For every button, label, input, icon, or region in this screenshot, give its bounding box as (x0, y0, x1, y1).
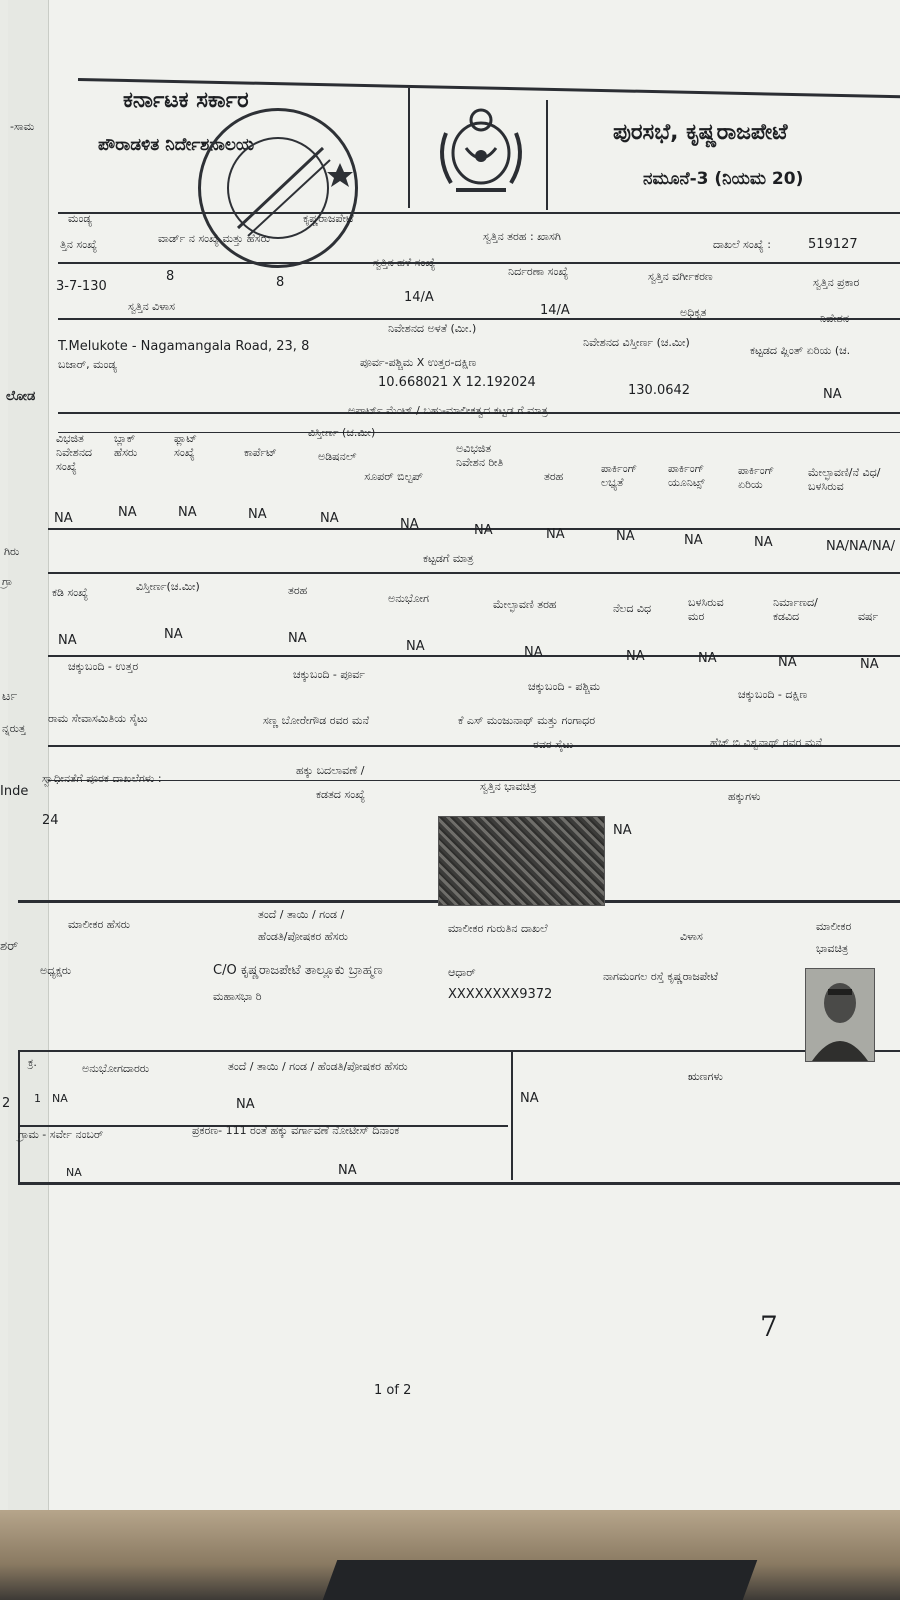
undivided-share-header: ಅವಿಭಜಿತ ನಿವೇಶನ ರೀತಿ (456, 442, 504, 469)
plinth-area-value: NA (823, 387, 842, 402)
loans-label: ಋಣಗಳು (688, 1070, 723, 1083)
additional-area-header: ಅಡಿಷನಲ್ (318, 450, 357, 463)
notice-date-value: NA (338, 1163, 357, 1178)
ward-number: 8 (166, 269, 175, 284)
floor-type-header: ನೆಲದ ವಿಧ (613, 602, 652, 615)
apartment-value: NA (54, 511, 73, 526)
flat-number-header: ಫ್ಲಾಟ್ ಸಂಖ್ಯೆ (174, 432, 198, 459)
margin-fragment: ಗ್ರಾ (2, 575, 13, 588)
undivided-site-header: ವಿಭಜಿತ ನಿವೇಶನದ ಸಂಖ್ಯೆ (56, 432, 93, 473)
margin-fragment: ಶರ್ (0, 939, 19, 954)
property-number-label: ತ್ತಿನ ಸಂಖ್ಯೆ (60, 238, 98, 251)
building-value: NA (860, 657, 879, 672)
year-header: ವರ್ಷ (858, 610, 879, 623)
building-value: NA (626, 649, 645, 664)
site-dimension-label: ನಿವೇಶನದ ಅಳತೆ (ಮೀ.) (388, 322, 477, 335)
govt-title: ಕರ್ನಾಟಕ ಸರ್ಕಾರ (123, 88, 249, 113)
boundary-west-line-1: ಕೆ ಎಸ್ ಮಂಜುನಾಥ್ ಮತ್ತು ಗಂಗಾಧರ (458, 714, 596, 727)
page-number: 1 of 2 (374, 1383, 412, 1398)
usage-header: ಅನುಭೋಗ (388, 592, 429, 605)
boundary-east: ಸಣ್ಣ ಬೋರೇಗೌಡ ರವರ ಮನೆ (263, 714, 370, 727)
building-value: NA (58, 633, 77, 648)
building-value: NA (288, 631, 307, 646)
ownership-type: ಸ್ವತ್ತಿನ ತರಹ : ಖಾಸಗಿ (483, 230, 561, 243)
town-name: ಕೃಷ್ಣರಾಜಪೇಟೆ (303, 212, 354, 225)
classification-label: ಸ್ವತ್ತಿನ ವರ್ಗೀಕರಣ (648, 270, 713, 283)
building-value: NA (406, 639, 425, 654)
owner-id-label: ಮಾಲೀಕರ ಗುರುತಿನ ದಾಖಲೆ (448, 922, 548, 935)
building-value: NA (698, 651, 717, 666)
margin-fragment: ಲೋಡ (6, 389, 36, 404)
site-area-value: 130.0642 (628, 383, 691, 398)
roof-type-header: ಮೇಲ್ಛಾವಣಿ/ನೆ ವಿಧ/ಬಳಸಿರುವ (808, 466, 881, 493)
dept-title: ಪೌರಾಡಳಿತ ನಿರ್ದೇಶನಾಲಯ (98, 135, 255, 155)
owner-photo (805, 968, 875, 1062)
boundary-south-label: ಚಕ್ಕುಬಂದಿ - ದಕ್ಷಿಣ (738, 688, 808, 701)
block-name-header: ಬ್ಲಾಕ್ ಹೆಸರು (114, 432, 138, 459)
owner-name: ಅಧ್ಯಕ್ಷರು (40, 964, 72, 977)
apartment-value: NA (248, 507, 267, 522)
area-group-label: ವಿಸ್ತೀರ್ಣ (ಚ.ಮೀ) (308, 426, 376, 439)
address-label: ಸ್ವತ್ತಿನ ವಿಳಾಸ (128, 300, 175, 313)
roof-header: ಮೇಲ್ಛಾವಣಿ ತರಹ (493, 598, 557, 611)
supporting-docs-value: 24 (42, 813, 59, 828)
apartment-value: NA (474, 523, 493, 538)
property-photo-value: NA (613, 823, 632, 838)
serial-label: ಕ್ರ. (28, 1056, 37, 1069)
property-type-value: ನಿವೇಶನ (820, 312, 849, 325)
property-number: 3-7-130 (56, 279, 107, 294)
old-number: 14/A (404, 290, 434, 305)
form-number: ನಮೂನೆ-3 (ನಿಯಮ 20) (643, 169, 804, 189)
parking-availability-header: ಪಾರ್ಕಿಂಗ್ ಲಭ್ಯತೆ (601, 462, 638, 489)
construction-header: ನಿರ್ಮಾಣದ/ ಕಡವಿದ (773, 596, 818, 623)
property-type-label: ಸ್ವತ್ತಿನ ಪ್ರಕಾರ (813, 276, 860, 289)
boundary-east-label: ಚಕ್ಕುಬಂದಿ - ಪೂರ್ವ (293, 668, 366, 681)
address-line-2: ಬಜಾರ್, ಮಂಡ್ಯ (58, 358, 117, 371)
loans-value: NA (520, 1091, 539, 1106)
boundary-south: ಹೆಚ್ ಬಿ ವಿಶ್ವನಾಥ್ ರವರ ಮನೆ (710, 736, 822, 749)
margin-fragment: ರ್ಟ (2, 689, 18, 704)
boundary-west-label: ಚಕ್ಕುಬಂದಿ - ಪಶ್ಚಿಮ (528, 680, 601, 693)
apartment-value: NA (118, 505, 137, 520)
record-number-label: ದಾಖಲೆ ಸಂಖ್ಯೆ : (713, 238, 771, 251)
municipality-title: ಪುರಸಭೆ, ಕೃಷ್ಣರಾಜಪೇಟೆ (613, 120, 788, 145)
property-photo (438, 816, 605, 906)
margin-fragment: ಗಿರು (4, 545, 20, 558)
owner-father-label-line-1: ತಂದೆ / ತಾಯಿ / ಗಂಡ / (258, 908, 345, 921)
owner-address: ನಾಗಮಂಗಲ ರಸ್ತೆ ಕೃಷ್ಣರಾಜಪೇಟೆ (603, 970, 719, 983)
ward-label: ವಾರ್ಡ್ ನ ಸಂಖ್ಯೆ ಮತ್ತು ಹೆಸರು (158, 232, 270, 245)
building-value: NA (778, 655, 797, 670)
apartment-value: NA (546, 527, 565, 542)
margin-fragment: Inde (0, 784, 29, 799)
apartment-value: NA (320, 511, 339, 526)
apartment-section-title: ಅಪಾರ್ಟ್ ಮೆಂಟ್ / ಬಹು-ಮಾಲೀಕತ್ವದ ಕಟ್ಟಡ ಗೆ ಮಾತ್ರ (348, 404, 548, 417)
site-dimension-value: 10.668021 X 12.192024 (378, 375, 536, 390)
building-area-header: ವಿಸ್ತೀರ್ಣ(ಚ.ಮೀ) (136, 580, 200, 593)
apartment-type-header: ತರಹ (544, 470, 564, 483)
apartment-value: NA (178, 505, 197, 520)
handwritten-mark: 7 (760, 1310, 778, 1343)
record-number-value: 519127 (808, 237, 858, 252)
survey-number-label: ಗ್ರಾಮ - ಸರ್ವೇ ನಂಬರ್ (18, 1128, 104, 1141)
owner-father-line-2: ಮಹಾಸಭಾ ರಿ (213, 990, 262, 1003)
property-photo-label: ಸ್ವತ್ತಿನ ಭಾವಚಿತ್ರ (480, 780, 537, 793)
parking-units-header: ಪಾರ್ಕಿಂಗ್ ಯೂನಿಟ್ಸ್ (668, 462, 705, 489)
rights-label: ಹಕ್ಕುಗಳು (728, 790, 761, 803)
carpet-area-header: ಕಾರ್ಪೆಟ್ (244, 446, 277, 459)
margin-fragment: -ಸಾಮ (10, 120, 35, 133)
apartment-value: NA (754, 535, 773, 550)
property-form (42, 0, 900, 1200)
boundary-north-label: ಚಕ್ಕುಬಂದಿ - ಉತ್ತರ (68, 660, 139, 673)
building-section-title: ಕಟ್ಟಡಗೆ ಮಾತ್ರ (423, 552, 474, 565)
keyboard-edge (323, 1560, 758, 1600)
owner-id-number: XXXXXXXX9372 (448, 987, 553, 1002)
apartment-value: NA (400, 517, 419, 532)
building-value: NA (524, 645, 543, 660)
owner-photo-label-line-1: ಮಾಲೀಕರ (816, 920, 852, 933)
super-builtup-header: ಸೂಪರ್ ಬಿಲ್ಟಪ್ (364, 470, 423, 483)
owner-name-label: ಮಾಲೀಕರ ಹೆಸರು (68, 918, 131, 931)
boundary-north: ರಾಮ ಸೇವಾಸಮಿತಿಯ ಸೈಟು (48, 712, 148, 725)
apartment-value: NA (684, 533, 703, 548)
supporting-docs-label: ಸ್ವಾಧೀನತೆಗೆ ಪೂರಕ ದಾಖಲೆಗಳು : (42, 772, 162, 785)
survey-number-value: NA (66, 1166, 82, 1179)
owner-address-label: ವಿಳಾಸ (680, 930, 703, 943)
owner-id-type: ಆಧಾರ್ (448, 966, 476, 979)
occupant-father-label: ತಂದೆ / ತಾಯಿ / ಗಂಡ / ಹೆಂಡತಿ/ಪೋಷಕರ ಹೆಸರು (228, 1060, 408, 1073)
assessment-number-label: ನಿರ್ದರಣಾ ಸಂಖ್ಯೆ (508, 265, 569, 278)
serial-value: 1 (34, 1092, 41, 1105)
occupant-value: NA (52, 1092, 68, 1105)
classification-value: ಅಧಿಕೃತ (680, 306, 707, 319)
building-type-header: ತರಹ (288, 584, 308, 597)
building-value: NA (164, 627, 183, 642)
site-area-label: ನಿವೇಶನದ ವಿಸ್ತೀರ್ಣ (ಚ.ಮೀ) (583, 336, 690, 349)
ward-name: 8 (276, 275, 285, 290)
owner-father-label-line-2: ಹೆಂಡತಿ/ಪೋಷಕರ ಹೆಸರು (258, 930, 348, 943)
margin-fragment: 2 (2, 1096, 11, 1111)
old-number-label: ಸ್ವತ್ತಿನ ಹಳೆ ಸಂಖ್ಯೆ (373, 256, 436, 269)
state-emblem-icon (426, 98, 536, 203)
plinth-area-label: ಕಟ್ಟಡದ ಪ್ಲಿಂತ್ ಏರಿಯ (ಚ. (750, 344, 851, 357)
occupant-father-value: NA (236, 1097, 255, 1112)
apartment-value: NA/NA/NA/ (826, 539, 895, 554)
district-label: ಮಂಡ್ಯ (68, 212, 92, 225)
apartment-value: NA (616, 529, 635, 544)
site-dimension-directions: ಪೂರ್ವ-ಪಶ್ಚಿಮ X ಉತ್ತರ-ದಕ್ಷಿಣ (360, 356, 477, 369)
assessment-number: 14/A (540, 303, 570, 318)
margin-fragment: ನ್ನರುತ್ತ (2, 722, 26, 735)
underlying-page-edge (8, 0, 49, 1512)
address-line-1: T.Melukote - Nagamangala Road, 23, 8 (58, 339, 310, 354)
floor-number-header: ಕಡಿ ಸಂಖ್ಯೆ (52, 586, 89, 599)
boundary-west-line-2: ರವರ ಸೈಟು (533, 738, 574, 751)
mutation-label-line-1: ಹಕ್ಕು ಬದಲಾವಣೆ / (296, 764, 365, 777)
owner-photo-label-line-2: ಭಾವಚಿತ್ರ (816, 942, 849, 955)
occupant-label: ಅನುಭೋಗದಾರರು (82, 1062, 150, 1075)
owner-father-line-1: C/O ಕೃಷ್ಣರಾಜಪೇಟೆ ತಾಲ್ಲೂಕು ಬ್ರಾಹ್ಮಣ (213, 963, 383, 978)
mutation-label-line-2: ಕಡತದ ಸಂಖ್ಯೆ (316, 788, 366, 801)
notice-date-label: ಪ್ರಕರಣ- 111 ರಂತೆ ಹಕ್ಕು ವರ್ಗಾವಣೆ ನೋಟೀಸ್ ದಿನಾಂಕ (192, 1124, 400, 1137)
wood-header: ಬಳಸಿರುವ ಮರ (688, 596, 724, 623)
parking-area-header: ಪಾರ್ಕಿಂಗ್ ಏರಿಯ (738, 464, 775, 491)
